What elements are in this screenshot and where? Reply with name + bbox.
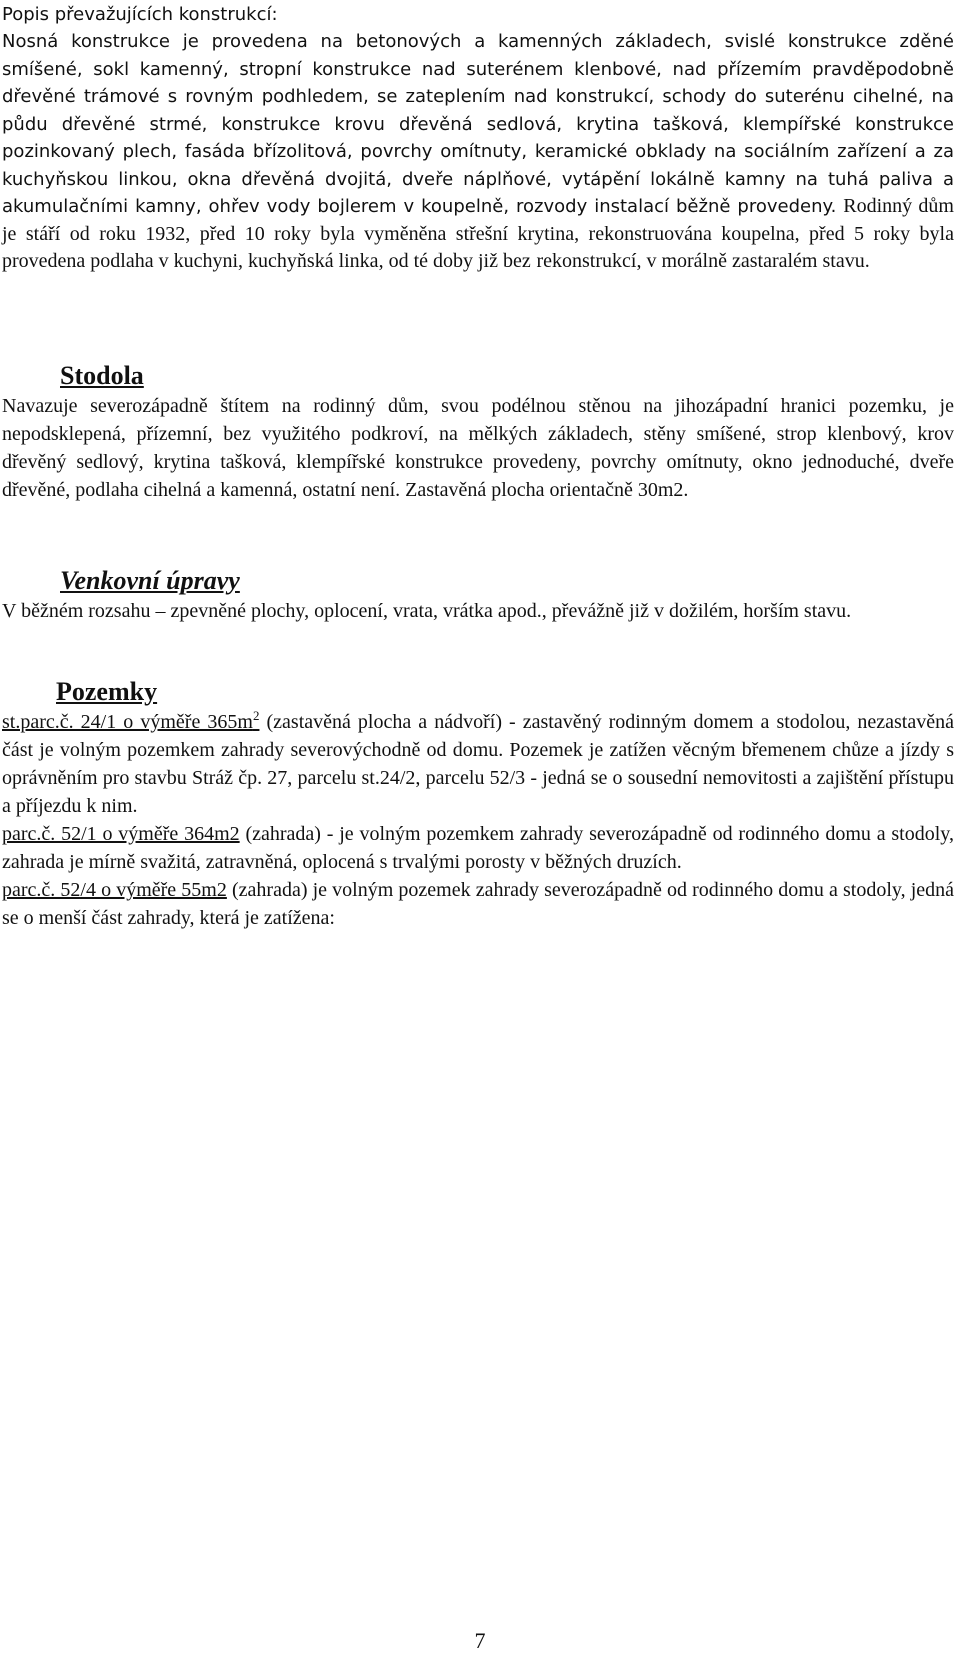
intro-body-tail: Rodinný dům je stáří od roku 1932, před 10 roky byla vyměněna střešní krytina, rekonstruována koupelna, před 5 roky byla provedena podlaha v kuchyni, kuchyňská linka, od té doby již bez	[2, 195, 954, 272]
intro-paragraph	[2, 28, 954, 276]
intro-heading: Popis převažujících konstrukcí:	[2, 4, 278, 25]
parcel-52-1-label: parc.č. 52/1 o výměře 364m2	[2, 823, 240, 845]
stodola-heading: Stodola	[60, 361, 144, 390]
pozemky-heading: Pozemky	[56, 677, 158, 706]
parcel-52-4-label: parc.č. 52/4 o výměře 55m2	[2, 879, 227, 901]
parcel-52-4-text: (zahrada) je volným pozemek zahrady severozápadně od rodinného domu a stodoly, jedná se o menší část zahrady, která je zatížena:	[2, 879, 955, 929]
venkovni-heading: Venkovní úpravy	[60, 566, 240, 595]
parcel-24-1-label: st.parc.č. 24/1 o výměře $365m^2$	[2, 708, 260, 733]
section-pozemky	[2, 676, 954, 932]
parcel-52-1-text: (zahrada) - je volným pozemkem zahrady severozápadně od rodinného domu a stodoly, zahrada je mírně svažitá, zatravněná, oplocená s trvalými porosty v běžných druzích.	[2, 823, 954, 873]
intro-body: Nosná konstrukce je provedena na betonových a kamenných základech, svislé konstrukce zděné smíšené, sokl kamenný, stropní konstrukce nad suterénem klenbové, nad přízemím pravděpodobně dřevěné trámové s rovným podhledem, se zateplením nad konstrukcí, schody do suterénu cihelné, na půdu dřevěné strmé, konstrukce krovu dřevěná sedlová, krytina tašková, klempířské konstrukce pozinkovaný plech, fasáda břízolitová, povrchy omítnuty, keramické obklady na sociálním zařízení a za kuchyňskou linkou, okna dřevěná dvojitá, dveře náplňové, vytápění lokálně kamny na tuhá paliva a akumulačními kamny, ohřev vody bojlerem v koupelně, rozvody instalací běžně provedeny.	[2, 31, 954, 217]
pozemky-paragraph-2	[2, 820, 954, 876]
pozemky-paragraph-3	[2, 876, 954, 932]
parcel-24-1-text: (zastavěná plocha a nádvoří) - zastavěný rodinným domem a stodolou, nezastavěná část je volným pozemkem zahrady severovýchodně od domu. Pozemek je zatížen věcným břemenem chůze a jízdy s oprávněním pro stavbu Stráž čp. 27, parcelu st.24/2, parcelu 52/3 - jedná se o sousední nemovitosti a zajištění přístupu a příjezdu k nim.	[2, 711, 954, 817]
section-stodola	[2, 360, 954, 504]
intro-body-tail2: rekonstrukcí, v morálně zastaralém stavu.	[536, 250, 870, 272]
section-venkovni-upravy	[2, 565, 954, 625]
venkovni-text: V běžném rozsahu – zpevněné plochy, oplocení, vrata, vrátka apod., převážně již v dožilém, horším stavu.	[2, 600, 852, 622]
stodola-text: Navazuje severozápadně štítem na rodinný dům, svou podélnou stěnou na jihozápadní hranici pozemku, je nepodsklepená, přízemní, bez využitého podkroví, na mělkých základech, stěny smíšené, strop klenbový, krov dřevěný sedlový, krytina tašková, klempířské konstrukce provedeny, povrchy omítnuty, okno jednoduché, dveře dřevěné, podlaha cihelná a kamenná, ostatní není. Zastavěná plocha orientačně 30m2.	[2, 395, 954, 501]
page-number: 7	[474, 1628, 486, 1653]
pozemky-paragraph-1	[2, 708, 954, 820]
